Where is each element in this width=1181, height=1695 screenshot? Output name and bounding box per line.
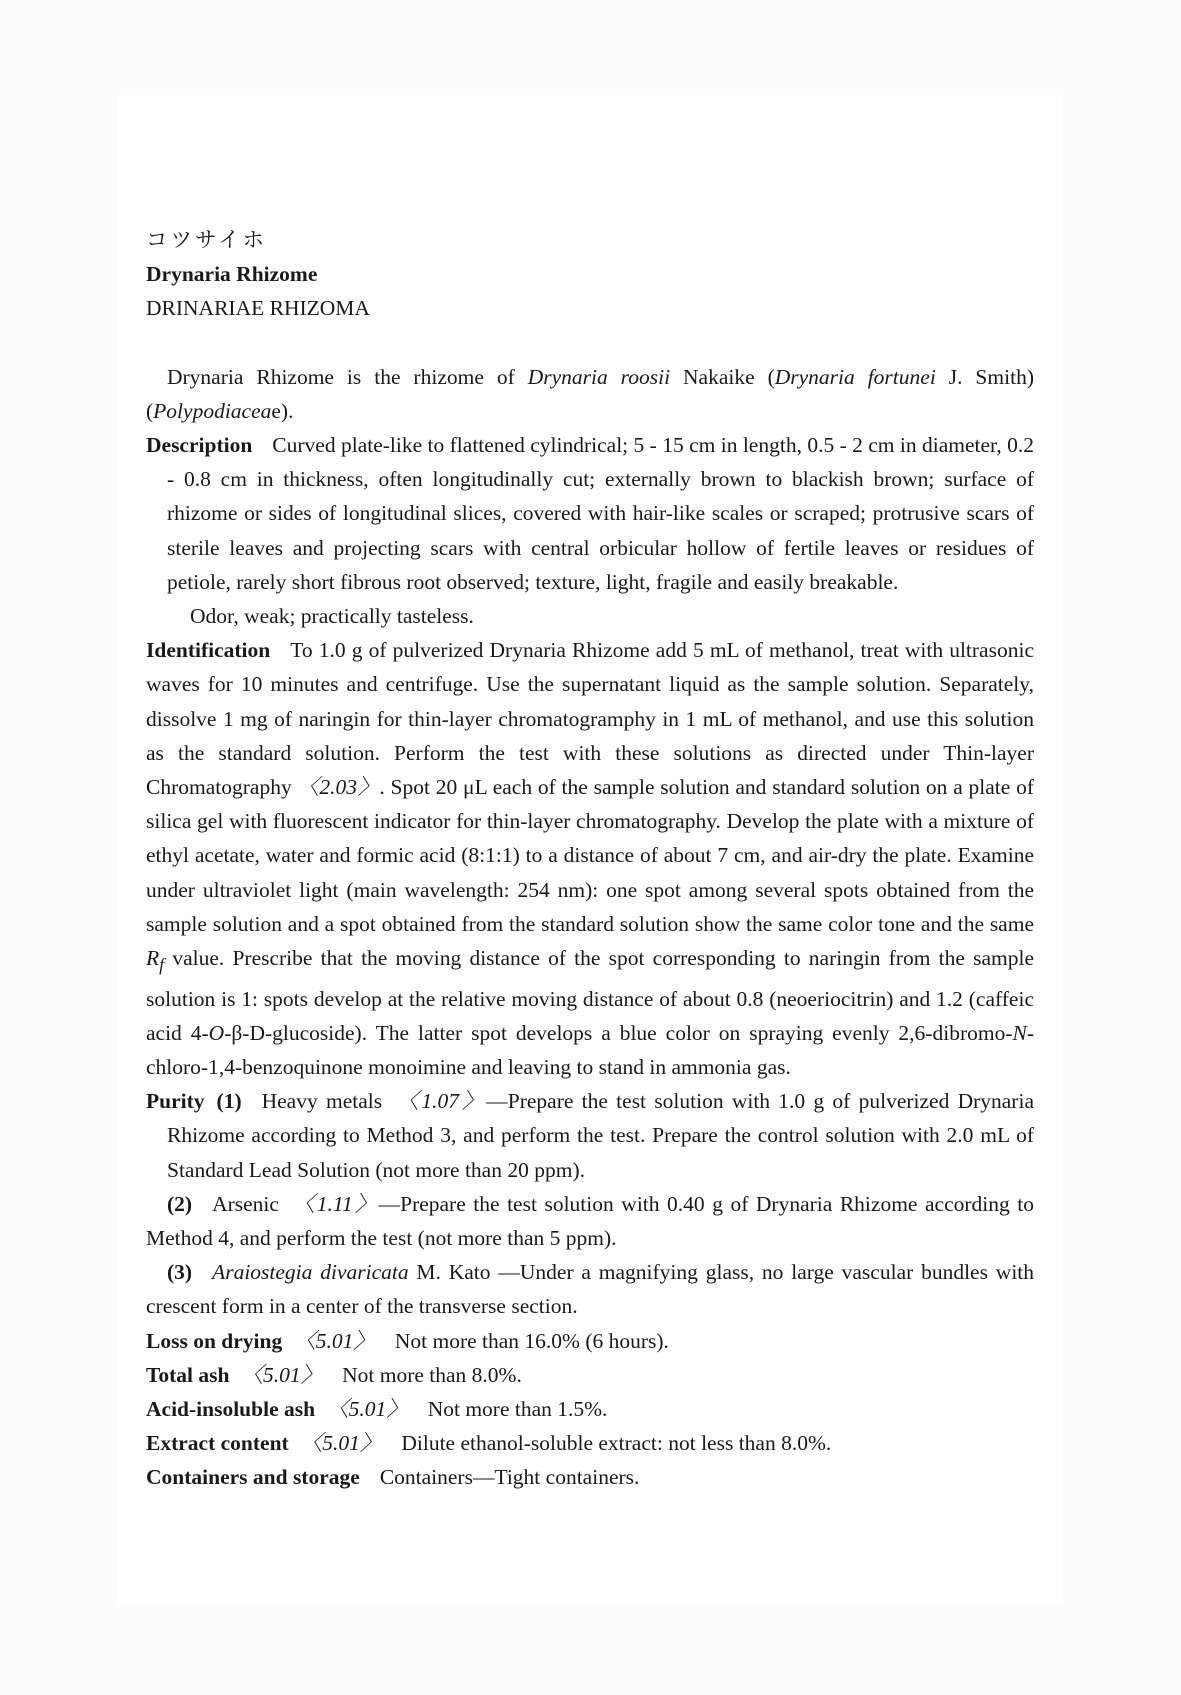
description-label: Description [146,433,253,458]
extract-content: Extract content 〈5.01〉 Dilute ethanol-soluble extract: not less than 8.0%. [146,1431,832,1456]
method-ref: 〈2.03〉 [297,775,380,800]
description-section [146,428,1034,599]
total-ash: Total ash 〈5.01〉 Not more than 8.0%. [146,1362,522,1387]
species-name: Drynaria roosii [527,364,671,389]
monograph [146,223,1034,1495]
family-name: Polypodiacea [153,398,272,423]
latin-title: DRINARIAE RHIZOMA [146,296,370,321]
description-text: Curved plate-like to flattened cylindrical; 5 - 15 cm in length, 0.5 - 2 cm in diameter, 0.2 - 0.8 cm in thickness, often longitudinally cut; externally brown to blackish brown; surface of rhizome or sides of longitudinal slices, covered with hair-like scales or scraped; protrusive scars of sterile leaves and projecting scars with central orbicular hollow of fertile leaves or residues of petiole, rarely short fibrous root observed; texture, light, fragile and easily breakable. [167,433,1034,594]
rf-symbol: $R_f$ [146,946,165,975]
purity-item-1: Purity (1) Heavy metals 〈1.07〉—Prepare the test solution with 1.0 g of pulverized Drynaria Rhizome according to Method 3, and perform the test. Prepare the control solution with 2.0 mL of Standard Lead Solution (not more than 20 ppm). [146,1089,1034,1182]
purity-item-2: (2) Arsenic 〈1.11〉—Prepare the test solution with 0.40 g of Drynaria Rhizome according to Method 4, and perform the test (not more than 5 ppm). [146,1191,1035,1250]
loss-on-drying: Loss on drying 〈5.01〉 Not more than 16.0% (6 hours). [146,1328,669,1353]
method-ref: 〈5.01〉 [327,1397,408,1421]
method-ref: 〈1.07〉 [394,1089,487,1114]
japanese-title: コツサイホ [146,228,267,252]
method-ref: 〈1.11〉 [290,1191,379,1216]
document-page [117,95,1063,1605]
containers-and-storage: Containers and storage Containers—Tight containers. [146,1465,640,1490]
species-name: Araiostegia divaricata [212,1260,409,1285]
english-title: Drynaria Rhizome [146,262,318,287]
method-ref: 〈5.01〉 [300,1431,382,1456]
identification-label: Identification [146,638,271,663]
identification-section: Identification To 1.0 g of pulverized Drynaria Rhizome add 5 mL of methanol, treat with ultrasonic waves for 10 minutes and centrifuge. Use the supernatant liquid as the sample solution. Separately, dissolve 1 mg of naringin for thin-layer chromatogramphy in 1 mL of methanol, and use this solution as the standard solution. Perform the test with these solutions as directed under Thin-layer Chromatography 〈2.03〉. Spot 20 μL each of the sample solution and standard solution on a plate of silica gel with fluorescent indicator for thin-layer chromatography. Develop the plate with a mixture of ethyl acetate, water and formic acid (8:1:1) to a distance of about 7 cm, and air-dry the plate. Examine under ultraviolet light (main wavelength: 254 nm): one spot among several spots obtained from the sample solution and a spot obtained from the standard solution show the same color tone and the same $R_f$ value. Prescribe that the moving distance of the spot corresponding to naringin from the sample solution is 1: spots develop at the relative moving distance of about 0.8 (neoeriocitrin) and 1.2 (caffeic acid 4-O-β-D-glucoside). The latter spot develops a blue color on spraying evenly 2,6-dibromo-N-chloro-1,4-benzoquinone monoimine and leaving to stand in ammonia gas. [146,638,1035,1079]
purity-label: Purity [146,1089,205,1114]
species-synonym: Drynaria fortunei [774,364,936,389]
acid-insoluble-ash: Acid-insoluble ash 〈5.01〉 Not more than 1.5%. [146,1397,608,1421]
spacer [146,326,1034,360]
odor-text: Odor, weak; practically tasteless. [190,604,474,629]
method-ref: 〈5.01〉 [241,1362,323,1387]
intro-paragraph: Drynaria Rhizome is the rhizome of Drynaria roosii Nakaike (Drynaria fortunei J. Smith)(Polypodiaceae). [146,364,1034,423]
method-ref: 〈5.01〉 [294,1328,375,1353]
purity-item-3: (3) Araiostegia divaricata M. Kato —Under a magnifying glass, no large vascular bundles with crescent form in a center of the transverse section. [146,1260,1035,1319]
